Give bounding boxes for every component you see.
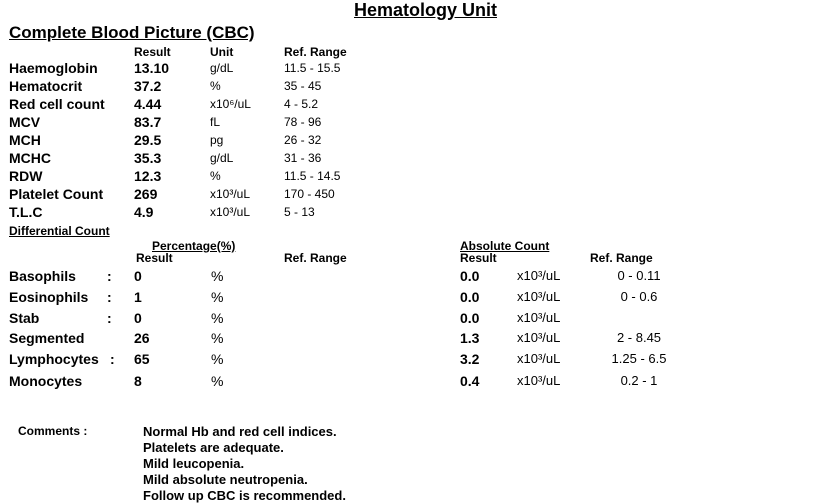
test-ref-range: 11.5 - 15.5 [284, 61, 341, 75]
comment-line: Normal Hb and red cell indices. [143, 424, 337, 439]
colon-separator: : [107, 268, 112, 284]
cbc-row [0, 79, 819, 97]
cell-type-name: Eosinophils [9, 289, 89, 305]
absolute-count-header: Absolute Count [460, 239, 550, 253]
absolute-ref-header: Ref. Range [590, 251, 653, 265]
comment-line: Mild leucopenia. [143, 456, 245, 471]
cell-type-name: Lymphocytes [9, 351, 99, 367]
test-unit: g/dL [210, 151, 234, 165]
cell-type-name: Basophils [9, 268, 76, 284]
test-result: 13.10 [134, 60, 170, 76]
test-name: RDW [9, 168, 43, 184]
test-result: 37.2 [134, 78, 162, 94]
absolute-unit: x10³/uL [517, 330, 561, 345]
test-ref-range: 5 - 13 [284, 205, 315, 219]
cbc-row [0, 133, 819, 151]
cbc-result-header: Result [134, 45, 171, 59]
unit-title: Hematology Unit [354, 0, 498, 20]
test-unit: x10³/uL [210, 187, 251, 201]
absolute-ref-range: 0 - 0.11 [617, 268, 661, 283]
percentage-value: 65 [134, 351, 150, 367]
test-result: 269 [134, 186, 158, 202]
percentage-ref-header: Ref. Range [284, 251, 347, 265]
test-result: 12.3 [134, 168, 162, 184]
differential-row [0, 352, 819, 370]
test-ref-range: 78 - 96 [284, 115, 322, 129]
test-ref-range: 31 - 36 [284, 151, 322, 165]
test-unit: g/dL [210, 61, 234, 75]
cbc-row [0, 115, 819, 133]
absolute-ref-range: 2 - 8.45 [616, 330, 662, 345]
comments-label: Comments : [18, 424, 88, 438]
cbc-row [0, 187, 819, 205]
test-result: 83.7 [134, 114, 162, 130]
absolute-value: 0.0 [460, 310, 480, 326]
absolute-unit: x10³/uL [517, 310, 561, 325]
comment-line: Platelets are adequate. [143, 440, 284, 455]
differential-title: Differential Count [9, 224, 110, 238]
test-unit: % [210, 79, 221, 93]
test-ref-range: 170 - 450 [284, 187, 335, 201]
percentage-value: 0 [134, 310, 142, 326]
percent-sign: % [211, 373, 224, 389]
cbc-row [0, 205, 819, 223]
absolute-ref-range: 0 - 0.6 [620, 289, 658, 304]
absolute-value: 0.0 [460, 268, 480, 284]
colon-separator: : [107, 310, 112, 326]
test-name: Red cell count [9, 96, 105, 112]
test-name: Platelet Count [9, 186, 104, 202]
test-unit: pg [210, 133, 224, 147]
colon-separator: : [110, 351, 115, 367]
test-name: T.L.C [9, 204, 43, 220]
percentage-value: 26 [134, 330, 150, 346]
percentage-value: 1 [134, 289, 142, 305]
cell-type-name: Segmented [9, 330, 85, 346]
cbc-ref-header: Ref. Range [284, 45, 347, 59]
differential-row [0, 374, 819, 392]
cbc-title: Complete Blood Picture (CBC) [9, 23, 255, 42]
test-ref-range: 26 - 32 [284, 133, 322, 147]
cbc-row [0, 97, 819, 115]
absolute-unit: x10³/uL [517, 373, 561, 388]
test-result: 4.9 [134, 204, 154, 220]
percent-sign: % [211, 310, 224, 326]
absolute-ref-range: 1.25 - 6.5 [611, 351, 667, 366]
test-result: 29.5 [134, 132, 162, 148]
colon-separator: : [107, 289, 112, 305]
percentage-value: 0 [134, 268, 142, 284]
test-result: 4.44 [134, 96, 162, 112]
percentage-result-header: Result [136, 251, 173, 265]
percentage-value: 8 [134, 373, 142, 389]
test-name: MCH [9, 132, 41, 148]
absolute-unit: x10³/uL [517, 289, 561, 304]
test-unit: x10³/uL [210, 205, 251, 219]
test-name: Haemoglobin [9, 60, 98, 76]
absolute-value: 0.0 [460, 289, 480, 305]
absolute-value: 0.4 [460, 373, 480, 389]
differential-row [0, 311, 819, 329]
test-name: MCV [9, 114, 41, 130]
absolute-unit: x10³/uL [517, 268, 561, 283]
test-unit: x10⁶/uL [210, 97, 251, 111]
absolute-ref-range: 0.2 - 1 [620, 373, 658, 388]
absolute-value: 3.2 [460, 351, 480, 367]
comment-line: Mild absolute neutropenia. [143, 472, 308, 487]
test-result: 35.3 [134, 150, 162, 166]
percent-sign: % [211, 330, 224, 346]
test-name: Hematocrit [9, 78, 83, 94]
test-unit: fL [210, 115, 221, 129]
cbc-row [0, 61, 819, 79]
test-name: MCHC [9, 150, 51, 166]
differential-row [0, 269, 819, 287]
test-ref-range: 11.5 - 14.5 [284, 169, 341, 183]
test-unit: % [210, 169, 221, 183]
test-ref-range: 4 - 5.2 [284, 97, 319, 111]
absolute-value: 1.3 [460, 330, 480, 346]
cbc-row [0, 169, 819, 187]
differential-row [0, 290, 819, 308]
absolute-unit: x10³/uL [517, 351, 561, 366]
percent-sign: % [211, 289, 224, 305]
cell-type-name: Monocytes [9, 373, 83, 389]
cbc-unit-header: Unit [210, 45, 234, 59]
cbc-row [0, 151, 819, 169]
percent-sign: % [211, 268, 224, 284]
differential-row [0, 331, 819, 349]
percentage-header: Percentage(%) [152, 239, 236, 253]
test-ref-range: 35 - 45 [284, 79, 322, 93]
comment-line: Follow up CBC is recommended. [143, 488, 346, 503]
cell-type-name: Stab [9, 310, 40, 326]
absolute-result-header: Result [460, 251, 497, 265]
percent-sign: % [211, 351, 224, 367]
